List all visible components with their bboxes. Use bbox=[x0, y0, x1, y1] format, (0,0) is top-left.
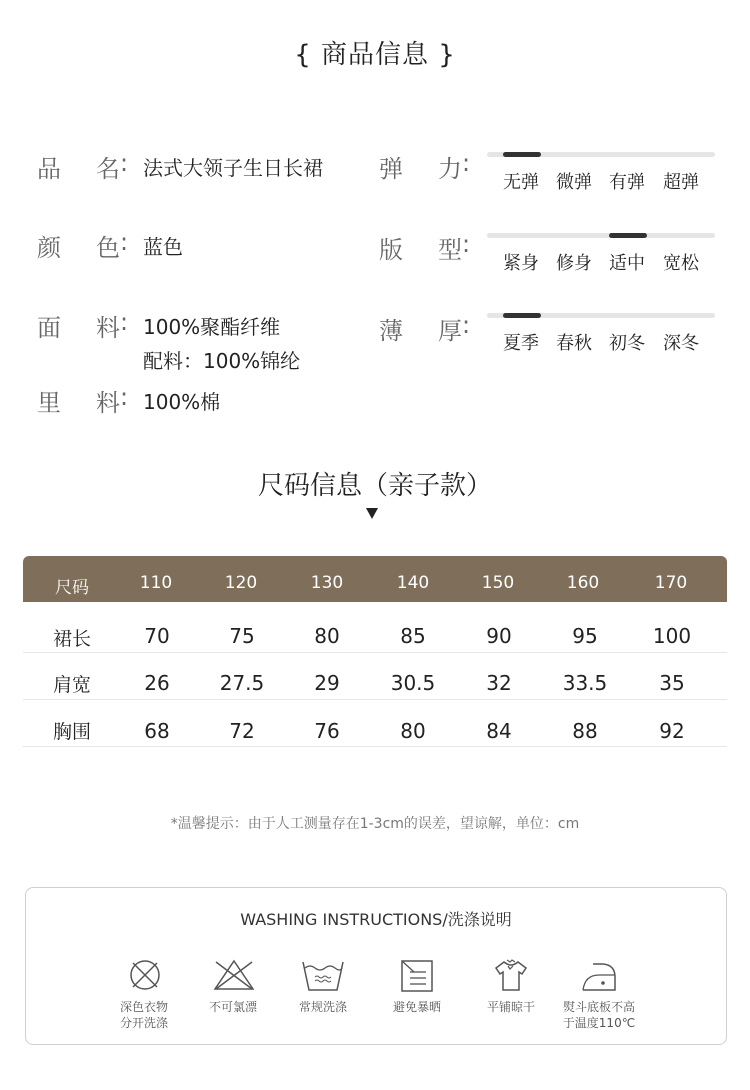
table-cell: 26 bbox=[144, 671, 170, 695]
attr-label-thickness-a: 薄 bbox=[379, 317, 403, 345]
table-cell: 100 bbox=[652, 624, 692, 648]
table-cell: 88 bbox=[572, 719, 598, 743]
elasticity-option: 微弹 bbox=[556, 172, 592, 193]
attr-colon: : bbox=[462, 311, 471, 339]
attr-value-color: 蓝色 bbox=[143, 235, 183, 259]
attr-value-fabric-secondary: 配料：100%锦纶 bbox=[143, 349, 301, 373]
attr-colon: : bbox=[120, 228, 129, 256]
table-cell: 70 bbox=[144, 624, 170, 648]
thickness-option: 春秋 bbox=[556, 333, 592, 354]
table-cell: 76 bbox=[314, 719, 340, 743]
table-cell: 72 bbox=[229, 719, 255, 743]
attr-label-elasticity-a: 弹 bbox=[379, 155, 403, 183]
washing-label: 不可氯漂 bbox=[208, 1000, 257, 1014]
size-table-header-cell: 160 bbox=[566, 573, 600, 593]
table-cell: 92 bbox=[659, 719, 685, 743]
attr-colon: : bbox=[462, 149, 471, 177]
thickness-option: 初冬 bbox=[609, 333, 645, 354]
size-table-header-cell: 170 bbox=[654, 573, 688, 593]
table-cell: 27.5 bbox=[219, 671, 265, 695]
table-cell: 29 bbox=[314, 671, 340, 695]
measurement-note: *温馨提示：由于人工测量存在1-3cm的误差，望谅解，单位：cm bbox=[170, 816, 580, 832]
elasticity-scale bbox=[487, 152, 715, 157]
attr-colon: : bbox=[120, 149, 129, 177]
fit-option: 宽松 bbox=[663, 253, 699, 274]
washing-label: 熨斗底板不高 于温度110℃ bbox=[562, 1000, 636, 1030]
elasticity-option: 无弹 bbox=[503, 172, 539, 193]
attr-label-lining-a: 里 bbox=[37, 389, 61, 417]
no-tumble-dry-icon bbox=[127, 957, 163, 993]
attr-value-lining: 100%棉 bbox=[143, 390, 221, 414]
attr-label-name-b: 名 bbox=[96, 155, 120, 183]
attr-colon: : bbox=[462, 230, 471, 258]
attr-label-fit-a: 版 bbox=[379, 236, 403, 264]
attr-label-lining-b: 料 bbox=[96, 389, 120, 417]
size-table-header bbox=[23, 556, 727, 602]
thickness-scale bbox=[487, 313, 715, 318]
row-divider bbox=[23, 652, 727, 653]
fit-scale bbox=[487, 233, 715, 238]
washing-label: 深色衣物 分开洗涤 bbox=[119, 1000, 168, 1030]
attr-label-color-b: 色 bbox=[96, 234, 120, 262]
attr-value-fabric: 100%聚酯纤维 bbox=[143, 315, 281, 339]
iron-icon bbox=[579, 959, 619, 993]
attr-label-elasticity-b: 力 bbox=[438, 155, 462, 183]
table-cell: 30.5 bbox=[390, 671, 436, 695]
table-cell: 90 bbox=[486, 624, 512, 648]
shade-dry-icon bbox=[400, 958, 436, 994]
table-cell: 32 bbox=[486, 671, 512, 695]
table-cell: 95 bbox=[572, 624, 598, 648]
no-bleach-icon bbox=[212, 958, 256, 992]
attr-label-thickness-b: 厚 bbox=[438, 317, 462, 345]
fit-option: 修身 bbox=[556, 253, 592, 274]
attr-label-fabric-a: 面 bbox=[37, 314, 61, 342]
table-cell: 33.5 bbox=[562, 671, 608, 695]
washing-label: 平铺晾干 bbox=[486, 1000, 535, 1014]
table-cell: 84 bbox=[486, 719, 512, 743]
table-cell: 75 bbox=[229, 624, 255, 648]
size-table-header-cell: 110 bbox=[139, 573, 173, 593]
size-info-title: 尺码信息（亲子款） bbox=[257, 471, 492, 501]
attr-colon: : bbox=[120, 383, 129, 411]
elasticity-indicator bbox=[503, 152, 541, 157]
fit-indicator bbox=[609, 233, 647, 238]
size-table-header-cell: 120 bbox=[224, 573, 258, 593]
attr-label-fabric-b: 料 bbox=[96, 314, 120, 342]
table-cell: 35 bbox=[659, 671, 685, 695]
attr-colon: : bbox=[120, 308, 129, 336]
washing-label: 避免暴晒 bbox=[392, 1000, 441, 1014]
elasticity-option: 超弹 bbox=[663, 172, 699, 193]
elasticity-option: 有弹 bbox=[609, 172, 645, 193]
attr-label-fit-b: 型 bbox=[438, 236, 462, 264]
table-row-label: 胸围 bbox=[52, 721, 91, 743]
attr-value-name: 法式大领子生日长裙 bbox=[143, 156, 323, 180]
thickness-indicator bbox=[503, 313, 541, 318]
flat-dry-shirt-icon bbox=[492, 956, 530, 994]
table-cell: 80 bbox=[400, 719, 426, 743]
table-cell: 80 bbox=[314, 624, 340, 648]
size-table-header-cell: 140 bbox=[396, 573, 430, 593]
table-cell: 68 bbox=[144, 719, 170, 743]
table-row-label: 裙长 bbox=[52, 628, 91, 650]
fit-option: 适中 bbox=[609, 253, 645, 274]
attr-label-name-a: 品 bbox=[37, 155, 61, 183]
table-row-label: 肩宽 bbox=[52, 674, 91, 696]
row-divider bbox=[23, 746, 727, 747]
attr-label-color-a: 颜 bbox=[37, 234, 61, 262]
washing-label: 常规洗涤 bbox=[298, 1000, 347, 1014]
thickness-option: 深冬 bbox=[663, 333, 699, 354]
size-table-header-cell: 尺码 bbox=[55, 578, 89, 598]
thickness-option: 夏季 bbox=[503, 333, 539, 354]
fit-option: 紧身 bbox=[503, 253, 539, 274]
washing-title: WASHING INSTRUCTIONS/洗涤说明 bbox=[240, 910, 512, 929]
size-table-header-cell: 150 bbox=[481, 573, 515, 593]
wash-tub-icon bbox=[301, 959, 345, 993]
down-arrow-icon bbox=[366, 508, 378, 519]
product-info-title: { 商品信息 } bbox=[294, 40, 456, 70]
size-table-header-cell: 130 bbox=[310, 573, 344, 593]
table-cell: 85 bbox=[400, 624, 426, 648]
row-divider bbox=[23, 699, 727, 700]
